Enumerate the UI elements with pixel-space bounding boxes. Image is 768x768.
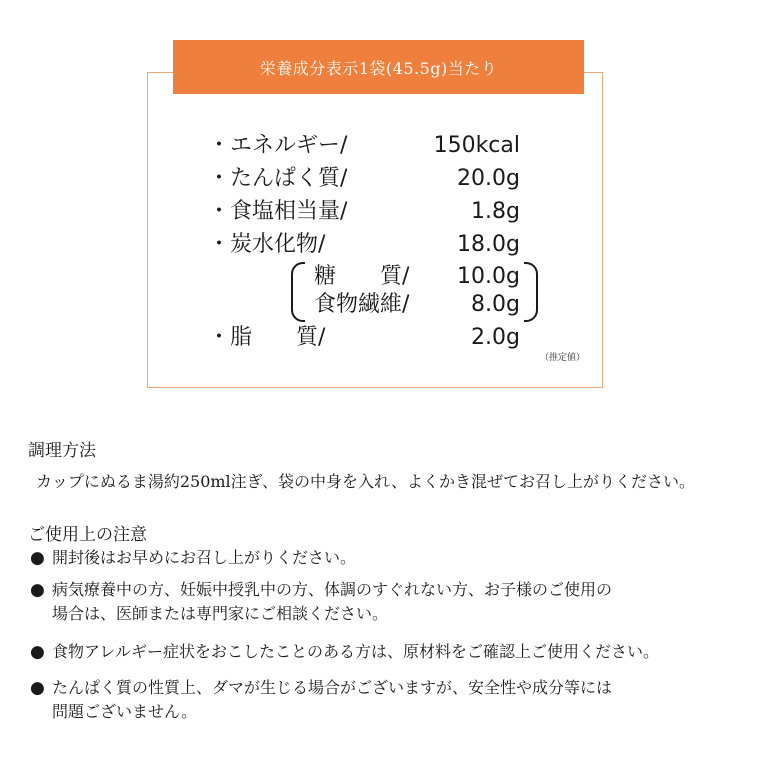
nutrition-row-energy: [208, 131, 520, 161]
caution-text: 食物アレルギー症状をおこしたことのある方は、原材料をご確認上ご使用ください。: [52, 642, 659, 661]
nutrition-label: ・たんぱく質/: [208, 166, 348, 191]
nutrition-value: 150kcal: [433, 133, 520, 158]
nutrition-label: ・エネルギー/: [208, 133, 348, 158]
nutrition-label: 食物繊維/: [314, 292, 410, 317]
caution-title: ご使用上の注意: [28, 525, 147, 545]
caution-text: 病気療養中の方、妊娠中授乳中の方、体調のすぐれない方、お子様のご使用の: [52, 580, 613, 599]
nutrition-label: 糖 質/: [314, 264, 410, 289]
caution-text: たんぱく質の性質上、ダマが生じる場合がございますが、安全性や成分等には: [52, 678, 613, 697]
nutrition-row-fat: [208, 323, 520, 353]
left-parenthesis: [291, 262, 305, 322]
nutrition-header: 栄養成分表示1袋(45.5g)当たり: [173, 40, 584, 94]
cooking-instructions: カップにぬるま湯約250ml注ぎ、袋の中身を入れ、よくかき混ぜてお召し上がりください。: [36, 472, 695, 491]
nutrition-row-salt: [208, 197, 520, 227]
nutrition-value: 18.0g: [457, 232, 520, 257]
nutrition-row-protein: [208, 164, 520, 194]
caution-item: [30, 676, 612, 724]
bullet-icon: ●: [30, 678, 45, 698]
nutrition-value: 1.8g: [471, 199, 520, 224]
bullet-icon: ●: [30, 548, 45, 568]
caution-text: 開封後はお早めにお召し上がりください。: [52, 548, 357, 567]
nutrition-row-carbohydrate: [208, 230, 520, 260]
bullet-icon: ●: [30, 642, 45, 662]
nutrition-value: 10.0g: [457, 264, 520, 289]
nutrition-value: 8.0g: [471, 292, 520, 317]
nutrition-row-sugar: [314, 262, 520, 292]
nutrition-label: ・炭水化物/: [208, 232, 326, 257]
cooking-title: 調理方法: [28, 441, 96, 461]
caution-text: 場合は、医師または専門家にご相談ください。: [52, 604, 389, 623]
nutrition-label: ・脂 質/: [208, 325, 326, 350]
caution-text: 問題ございません。: [52, 702, 197, 721]
caution-item: [30, 640, 659, 664]
right-parenthesis: [524, 262, 538, 322]
estimate-note: （推定値）: [540, 353, 586, 363]
caution-item: [30, 578, 612, 626]
caution-item: [30, 546, 356, 570]
nutrition-value: 2.0g: [471, 325, 520, 350]
bullet-icon: ●: [30, 580, 45, 600]
nutrition-value: 20.0g: [457, 166, 520, 191]
nutrition-label: ・食塩相当量/: [208, 199, 348, 224]
nutrition-row-fiber: [314, 290, 520, 320]
